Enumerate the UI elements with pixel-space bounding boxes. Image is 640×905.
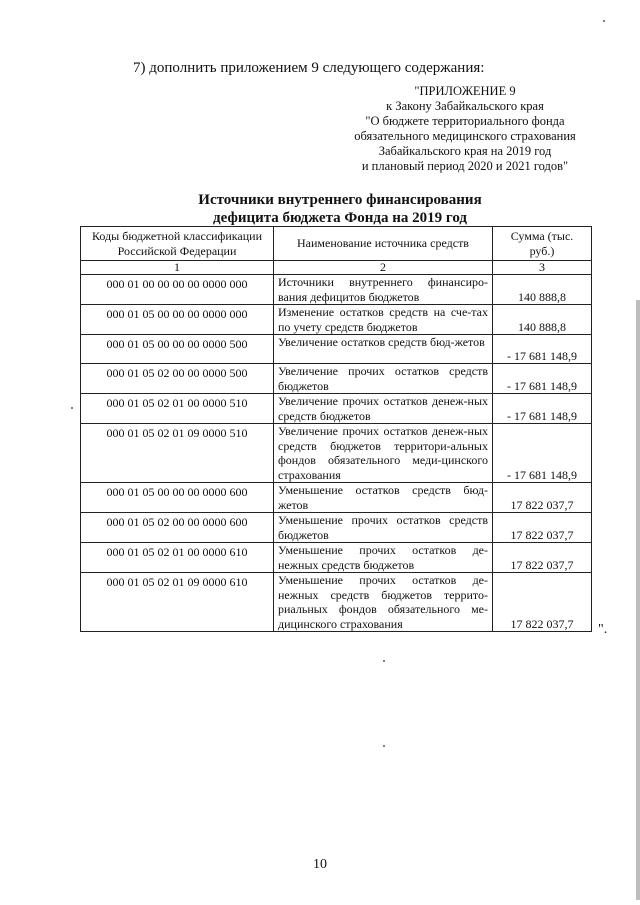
code-cell: 000 01 05 02 01 09 0000 610 [81,573,274,632]
amount-cell: 17 822 037,7 [493,573,592,632]
appendix-line: обязательного медицинского страхования [354,129,576,143]
name-cell: Уменьшение прочих остатков средств бюджетов [274,513,493,543]
scan-speck [383,660,385,662]
amount-cell: 17 822 037,7 [493,483,592,513]
amount-cell: - 17 681 148,9 [493,424,592,483]
code-cell: 000 01 05 00 00 00 0000 500 [81,335,274,364]
amount-cell: 17 822 037,7 [493,513,592,543]
closing-quote: ". [598,622,608,637]
name-cell: Источники внутреннего финансиро-вания дефицитов бюджетов [274,275,493,305]
table-header-row [81,227,592,261]
title-line: дефицита бюджета Фонда на 2019 год [213,210,467,226]
appendix-line: "ПРИЛОЖЕНИЕ 9 [414,84,516,98]
table-row [81,275,592,305]
column-number: 2 [274,261,493,275]
table-row [81,305,592,335]
table-row [81,483,592,513]
table-row [81,364,592,394]
column-number-row [81,261,592,275]
table-row [81,335,592,364]
title-line: Источники внутреннего финансирования [198,192,482,208]
table-body [81,275,592,632]
code-cell: 000 01 05 00 00 00 0000 000 [81,305,274,335]
code-cell: 000 01 05 00 00 00 0000 600 [81,483,274,513]
code-cell: 000 01 05 02 00 00 0000 600 [81,513,274,543]
code-cell: 000 01 05 02 01 00 0000 610 [81,543,274,573]
amount-cell: 17 822 037,7 [493,543,592,573]
appendix-line: к Закону Забайкальского края [386,99,544,113]
column-number: 1 [81,261,274,275]
scan-speck [71,407,73,409]
table-row [81,424,592,483]
header-amount: Сумма (тыс. руб.) [493,227,592,261]
name-cell: Уменьшение прочих остатков де-нежных средств бюджетов террито-риальных фондов обязательного ме-дицинского страхования [274,573,493,632]
code-cell: 000 01 05 02 00 00 0000 500 [81,364,274,394]
table-row [81,513,592,543]
amount-cell: 140 888,8 [493,305,592,335]
amendment-intro: 7) дополнить приложением 9 следующего содержания: [133,60,485,76]
amount-cell: - 17 681 148,9 [493,335,592,364]
name-cell: Уменьшение остатков средств бюд-жетов [274,483,493,513]
table-row [81,543,592,573]
amount-cell: - 17 681 148,9 [493,394,592,424]
page-number: 10 [313,857,327,872]
scan-edge-shadow [636,300,640,900]
code-cell: 000 01 00 00 00 00 0000 000 [81,275,274,305]
name-cell: Увеличение прочих остатков средств бюджетов [274,364,493,394]
table-row [81,573,592,632]
amount-cell: - 17 681 148,9 [493,364,592,394]
code-cell: 000 01 05 02 01 09 0000 510 [81,424,274,483]
name-cell: Изменение остатков средств на сче-тах по учету средств бюджетов [274,305,493,335]
table-row [81,394,592,424]
name-cell: Увеличение прочих остатков денеж-ных средств бюджетов [274,394,493,424]
header-name: Наименование источника средств [274,227,493,261]
appendix-line: Забайкальского края на 2019 год [378,144,552,158]
code-cell: 000 01 05 02 01 00 0000 510 [81,394,274,424]
appendix-line: "О бюджете территориального фонда [365,114,565,128]
scan-speck [603,20,605,22]
name-cell: Увеличение остатков средств бюд-жетов [274,335,493,364]
name-cell: Увеличение прочих остатков денеж-ных средств бюджетов территори-альных фондов обязательного меди-цинского страхования [274,424,493,483]
header-codes: Коды бюджетной классификации Российской Федерации [81,227,274,261]
amount-cell: 140 888,8 [493,275,592,305]
column-number: 3 [493,261,592,275]
name-cell: Уменьшение прочих остатков де-нежных средств бюджетов [274,543,493,573]
financing-sources-table [80,226,592,632]
appendix-heading [330,84,600,174]
appendix-line: и плановый период 2020 и 2021 годов" [361,159,569,173]
scan-speck [383,745,385,747]
document-title [110,191,570,227]
